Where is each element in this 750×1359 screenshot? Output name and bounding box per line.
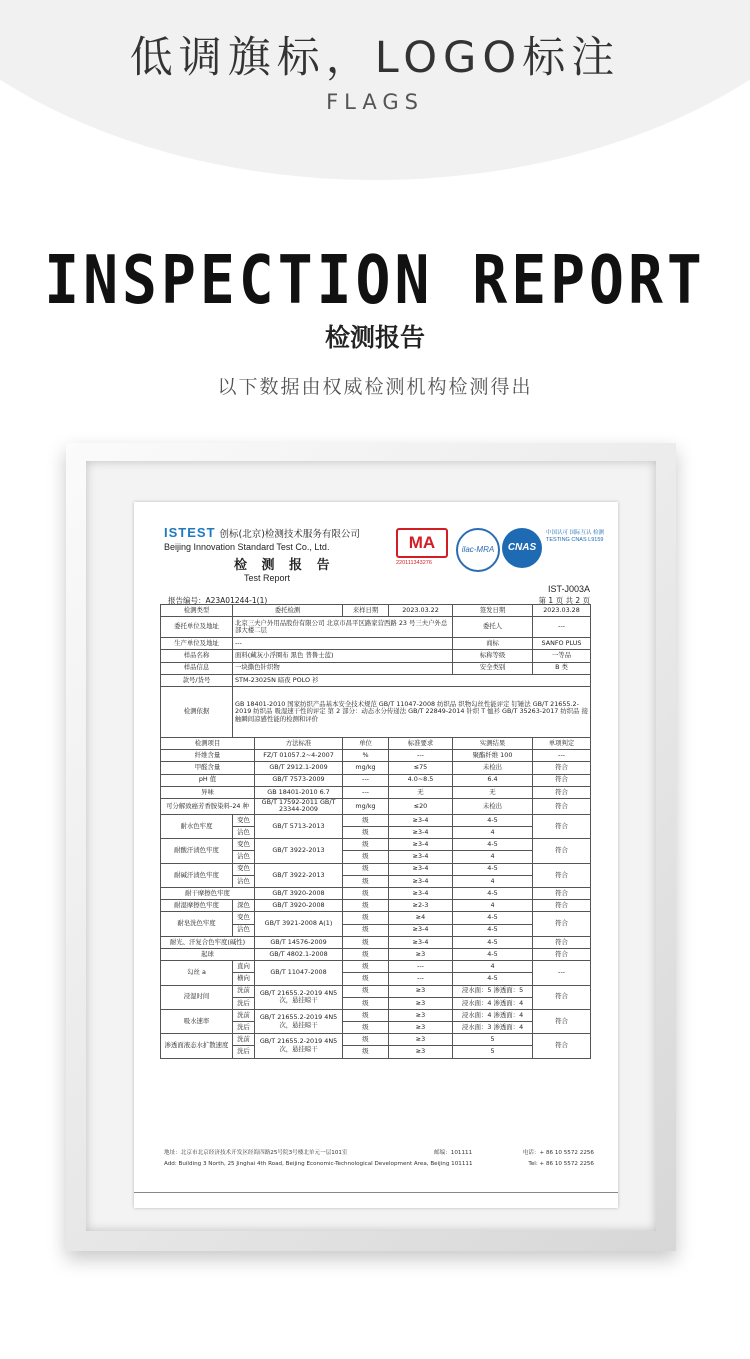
table-cell: SANFO PLUS (533, 638, 591, 650)
table-cell: 4-5 (453, 912, 533, 924)
table-row (161, 936, 591, 948)
table-cell: ≥3-4 (389, 924, 453, 936)
table-cell: GB/T 3921-2008 A(1) (255, 912, 343, 936)
lab-logo: ISTEST (164, 525, 216, 540)
table-cell: 4 (453, 875, 533, 887)
table-row (161, 900, 591, 912)
table-cell: 符合 (533, 774, 591, 786)
cnas-text: 中国认可 国际互认 检测 TESTING CNAS L9159 (546, 530, 605, 543)
table-cell: 方法标准 (255, 737, 343, 749)
table-cell: GB 18401-2010 6.7 (255, 786, 343, 798)
table-cell: 勾丝 a (161, 961, 233, 985)
table-row (161, 737, 591, 749)
table-cell: 级 (343, 851, 389, 863)
page-subtitle: FLAGS (326, 90, 424, 114)
table-cell: 4-5 (453, 924, 533, 936)
table-cell: 实测结果 (453, 737, 533, 749)
table-cell: 耐酸汗渍色牢度 (161, 839, 233, 863)
table-cell: 耐皂洗色牢度 (161, 912, 233, 936)
table-row (161, 674, 591, 686)
footer-address: 地址：北京市北京经济技术开发区经海四路25号院3号楼北单元一层101室 (164, 1150, 348, 1156)
table-row (161, 985, 591, 997)
table-cell: 洗后 (233, 1046, 255, 1058)
table-cell: 浸水面：4 渗透面：4 (453, 1009, 533, 1021)
footer-address-en: Add: Building 3 North, 25 Jinghai 4th Road, Beijing Economic-Technological Development Area, Beijing 101111 (164, 1161, 473, 1167)
table-cell: --- (389, 973, 453, 985)
table-row (161, 961, 591, 973)
table-cell: 符合 (533, 912, 591, 936)
table-cell: 面料(藏灰小浮圈布 黑色 普鲁士蓝) (233, 650, 453, 662)
table-cell: 变色 (233, 863, 255, 875)
table-cell: pH 值 (161, 774, 255, 786)
table-cell: 浸湿时间 (161, 985, 233, 1009)
certification-logos (396, 528, 611, 578)
table-cell: mg/kg (343, 798, 389, 814)
section-description: 以下数据由权威检测机构检测得出 (217, 376, 533, 398)
table-cell: GB/T 21655.2-2019 4N5 次，悬挂晾干 (255, 1034, 343, 1058)
standard-code: IST-J003A (547, 584, 590, 594)
report-title-en: Test Report (244, 573, 291, 583)
table-cell: GB/T 3920-2008 (255, 888, 343, 900)
table-cell: ≥3-4 (389, 863, 453, 875)
table-cell: 无 (453, 786, 533, 798)
table-cell: 4-5 (453, 948, 533, 960)
table-cell: 级 (343, 1009, 389, 1021)
table-cell: ≥3-4 (389, 827, 453, 839)
table-cell: GB/T 3922-2013 (255, 839, 343, 863)
table-cell: B 类 (533, 662, 591, 674)
table-row (161, 839, 591, 851)
table-cell: 变色 (233, 839, 255, 851)
table-cell: 款号/货号 (161, 674, 233, 686)
table-cell: 变色 (233, 912, 255, 924)
table-cell: 4-5 (453, 814, 533, 826)
table-cell: 4 (453, 961, 533, 973)
table-cell: 级 (343, 839, 389, 851)
table-cell: 符合 (533, 786, 591, 798)
table-cell: 级 (343, 912, 389, 924)
table-cell: 4-5 (453, 888, 533, 900)
table-cell: ≤75 (389, 762, 453, 774)
table-row (161, 762, 591, 774)
table-cell: 符合 (533, 1034, 591, 1058)
table-cell: 2023.03.22 (389, 605, 453, 617)
ilac-logo: ilac-MRA (456, 528, 500, 572)
table-row (161, 1009, 591, 1021)
table-cell: GB 18401-2010 国家纺织产品基本安全技术规范 GB/T 11047-2008 纺织品 织物勾丝性能评定 钉锤法 GB/T 21655.2-2019 纺织品 吸湿速干性的评定 第 2 部分：动态水分传递法 GB/T 22849-2014 针织 T 恤衫 GB/T 35263-2017 纺织品 接触瞬间凉感性能的检测和评价 (233, 686, 591, 737)
table-cell: ≤20 (389, 798, 453, 814)
table-cell: GB/T 5713-2013 (255, 814, 343, 838)
table-cell: 级 (343, 1022, 389, 1034)
table-cell: 洗前 (233, 1009, 255, 1021)
table-cell: 标称等级 (453, 650, 533, 662)
table-cell: 耐光、汗复合色牢度(碱性) (161, 936, 255, 948)
ma-number: 220111343276 (396, 560, 432, 566)
table-cell: GB/T 21655.2-2019 4N5 次，悬挂晾干 (255, 1009, 343, 1033)
table-cell: 耐水色牢度 (161, 814, 233, 838)
table-cell: 4-5 (453, 863, 533, 875)
table-cell: 级 (343, 827, 389, 839)
table-row (161, 662, 591, 674)
table-cell: 检测类型 (161, 605, 233, 617)
table-cell: 符合 (533, 948, 591, 960)
table-cell: 洗前 (233, 1034, 255, 1046)
report-table-body (161, 605, 591, 1059)
table-cell: 浸水面：5 渗透面：5 (453, 985, 533, 997)
table-cell: 浸水面：4 渗透面：4 (453, 997, 533, 1009)
table-cell: 4 (453, 851, 533, 863)
table-cell: 委托检测 (233, 605, 343, 617)
table-cell: 一块撕色针织物 (233, 662, 453, 674)
table-cell: --- (389, 961, 453, 973)
table-cell: ≥3 (389, 985, 453, 997)
table-cell: 样品信息 (161, 662, 233, 674)
table-cell: 起球 (161, 948, 255, 960)
table-cell: 检测依据 (161, 686, 233, 737)
table-cell: 洗前 (233, 985, 255, 997)
table-cell: 符合 (533, 762, 591, 774)
lab-name-cn: 创标(北京)检测技术服务有限公司 (219, 529, 360, 540)
lab-name-en: Beijing Innovation Standard Test Co., Ltd. (164, 542, 330, 552)
table-cell: ≥3 (389, 1009, 453, 1021)
table-cell: 北京三夫户外用品股份有限公司 北京市昌平区路家营西路 23 号三夫户外总部大楼二层 (233, 617, 453, 638)
table-cell: 级 (343, 961, 389, 973)
table-cell: ≥3-4 (389, 814, 453, 826)
table-cell: 符合 (533, 863, 591, 887)
table-cell: 可分解致癌芳香胺染料-24 种 (161, 798, 255, 814)
table-cell: GB/T 17592-2011 GB/T 23344-2009 (255, 798, 343, 814)
table-cell: 级 (343, 973, 389, 985)
table-cell: GB/T 11047-2008 (255, 961, 343, 985)
report-number: 报告编号：A23A01244-1(1) (168, 596, 268, 605)
table-cell: 甲醛含量 (161, 762, 255, 774)
table-cell: 符合 (533, 1009, 591, 1033)
table-cell: GB/T 2912.1-2009 (255, 762, 343, 774)
page-title: 低调旗标，LOGO标注 (129, 33, 621, 83)
table-cell: 直向 (233, 961, 255, 973)
table-cell: 符合 (533, 936, 591, 948)
table-cell: 耐干摩擦色牢度 (161, 888, 255, 900)
page-number: 第 1 页 共 2 页 (538, 596, 590, 605)
table-cell: 生产单位及地址 (161, 638, 233, 650)
table-cell: 商标 (453, 638, 533, 650)
table-cell: --- (389, 750, 453, 762)
table-cell: 来样日期 (343, 605, 389, 617)
table-cell: ≥3-4 (389, 936, 453, 948)
table-cell: 4-5 (453, 973, 533, 985)
table-cell: 符合 (533, 985, 591, 1009)
table-cell: 符合 (533, 798, 591, 814)
report-document (134, 502, 618, 1208)
table-cell: 标准要求 (389, 737, 453, 749)
table-cell: --- (533, 961, 591, 985)
table-cell: 横向 (233, 973, 255, 985)
table-cell: 耐湿摩擦色牢度 (161, 900, 233, 912)
table-cell: STM-23025N 暗夜 POLO 衫 (233, 674, 591, 686)
table-cell: 级 (343, 936, 389, 948)
ma-logo: MA (396, 528, 448, 558)
table-row (161, 650, 591, 662)
table-cell: ≥4 (389, 912, 453, 924)
table-cell: 检测项目 (161, 737, 255, 749)
table-cell: 符合 (533, 900, 591, 912)
table-cell: GB/T 3920-2008 (255, 900, 343, 912)
table-cell: % (343, 750, 389, 762)
table-cell: 级 (343, 863, 389, 875)
table-row (161, 814, 591, 826)
table-cell: 吸水速率 (161, 1009, 233, 1033)
table-cell: 沾色 (233, 875, 255, 887)
table-cell: 符合 (533, 888, 591, 900)
table-cell: GB/T 4802.1-2008 (255, 948, 343, 960)
report-title: 检 测 报 告 (234, 558, 335, 573)
ma-seal (396, 528, 450, 566)
table-cell: mg/kg (343, 762, 389, 774)
table-cell: ≥3 (389, 997, 453, 1009)
table-row (161, 750, 591, 762)
table-cell: FZ/T 01057.2~4-2007 (255, 750, 343, 762)
table-cell: 单位 (343, 737, 389, 749)
table-cell: 沾色 (233, 827, 255, 839)
table-cell: 沾色 (233, 924, 255, 936)
table-cell: 级 (343, 900, 389, 912)
report-table (160, 604, 591, 1059)
table-cell: ≥3-4 (389, 839, 453, 851)
table-cell: 符合 (533, 814, 591, 838)
table-cell: 4 (453, 900, 533, 912)
table-cell: ≥3 (389, 1022, 453, 1034)
footer-phone-en: Tel: + 86 10 5572 2256 (528, 1161, 594, 1167)
table-cell: GB/T 21655.2-2019 4N5 次，悬挂晾干 (255, 985, 343, 1009)
table-cell: ≥3-4 (389, 875, 453, 887)
table-cell: 未检出 (453, 762, 533, 774)
table-cell: --- (343, 786, 389, 798)
table-cell: --- (533, 617, 591, 638)
table-cell: 未检出 (453, 798, 533, 814)
footer-phone: 电话：+ 86 10 5572 2256 (522, 1150, 594, 1156)
table-cell: 级 (343, 814, 389, 826)
table-cell: 洗后 (233, 997, 255, 1009)
table-row (161, 888, 591, 900)
table-cell: 单项判定 (533, 737, 591, 749)
section-title-cn: 检测报告 (324, 323, 425, 352)
table-cell: --- (343, 774, 389, 786)
table-cell: GB/T 7573-2009 (255, 774, 343, 786)
table-cell: 级 (343, 924, 389, 936)
table-row (161, 786, 591, 798)
table-cell: 级 (343, 985, 389, 997)
table-row (161, 798, 591, 814)
table-cell: 安全类别 (453, 662, 533, 674)
table-row (161, 1034, 591, 1046)
table-cell: 一等品 (533, 650, 591, 662)
table-cell: 洗后 (233, 1022, 255, 1034)
table-cell: 4-5 (453, 936, 533, 948)
table-cell: 变色 (233, 814, 255, 826)
table-cell: 符合 (533, 839, 591, 863)
table-cell: 2023.03.28 (533, 605, 591, 617)
table-cell: 沾色 (233, 851, 255, 863)
table-cell: 4-5 (453, 839, 533, 851)
table-cell: 5 (453, 1046, 533, 1058)
table-cell: 委托单位及地址 (161, 617, 233, 638)
table-cell: ≥3-4 (389, 851, 453, 863)
table-cell: 级 (343, 888, 389, 900)
table-cell: ≥3 (389, 1046, 453, 1058)
table-cell: 异味 (161, 786, 255, 798)
table-row (161, 912, 591, 924)
table-cell: 级 (343, 875, 389, 887)
section-title: INSPECTION REPORT (44, 240, 706, 320)
table-cell: 级 (343, 948, 389, 960)
table-cell: 聚酯纤维 100 (453, 750, 533, 762)
table-cell: 级 (343, 1046, 389, 1058)
table-cell: 无 (389, 786, 453, 798)
table-cell: 签发日期 (453, 605, 533, 617)
table-cell: --- (533, 750, 591, 762)
table-row (161, 605, 591, 617)
table-row (161, 617, 591, 638)
report-footer (164, 1148, 594, 1170)
table-cell: 级 (343, 1034, 389, 1046)
table-row (161, 774, 591, 786)
table-cell: 深色 (233, 900, 255, 912)
table-row (161, 686, 591, 737)
table-cell: 样品名称 (161, 650, 233, 662)
table-cell: 4.0~8.5 (389, 774, 453, 786)
table-row (161, 638, 591, 650)
table-cell: ≥3 (389, 948, 453, 960)
table-cell: GB/T 14576-2009 (255, 936, 343, 948)
paper-rule (134, 1192, 618, 1193)
table-cell: 浸水面：3 渗透面：4 (453, 1022, 533, 1034)
table-cell: ≥2-3 (389, 900, 453, 912)
table-cell: --- (233, 638, 453, 650)
table-cell: ≥3 (389, 1034, 453, 1046)
table-cell: ≥3-4 (389, 888, 453, 900)
cnas-logo: CNAS (502, 528, 542, 568)
table-cell: 4 (453, 827, 533, 839)
table-cell: 耐碱汗渍色牢度 (161, 863, 233, 887)
table-cell: 6.4 (453, 774, 533, 786)
table-cell: 5 (453, 1034, 533, 1046)
table-cell: GB/T 3922-2013 (255, 863, 343, 887)
footer-postcode: 邮编：101111 (434, 1150, 473, 1156)
table-cell: 渗透面液态水扩散速度 (161, 1034, 233, 1058)
table-row (161, 863, 591, 875)
table-cell: 纤维含量 (161, 750, 255, 762)
table-cell: 级 (343, 997, 389, 1009)
table-row (161, 948, 591, 960)
table-cell: 委托人 (453, 617, 533, 638)
